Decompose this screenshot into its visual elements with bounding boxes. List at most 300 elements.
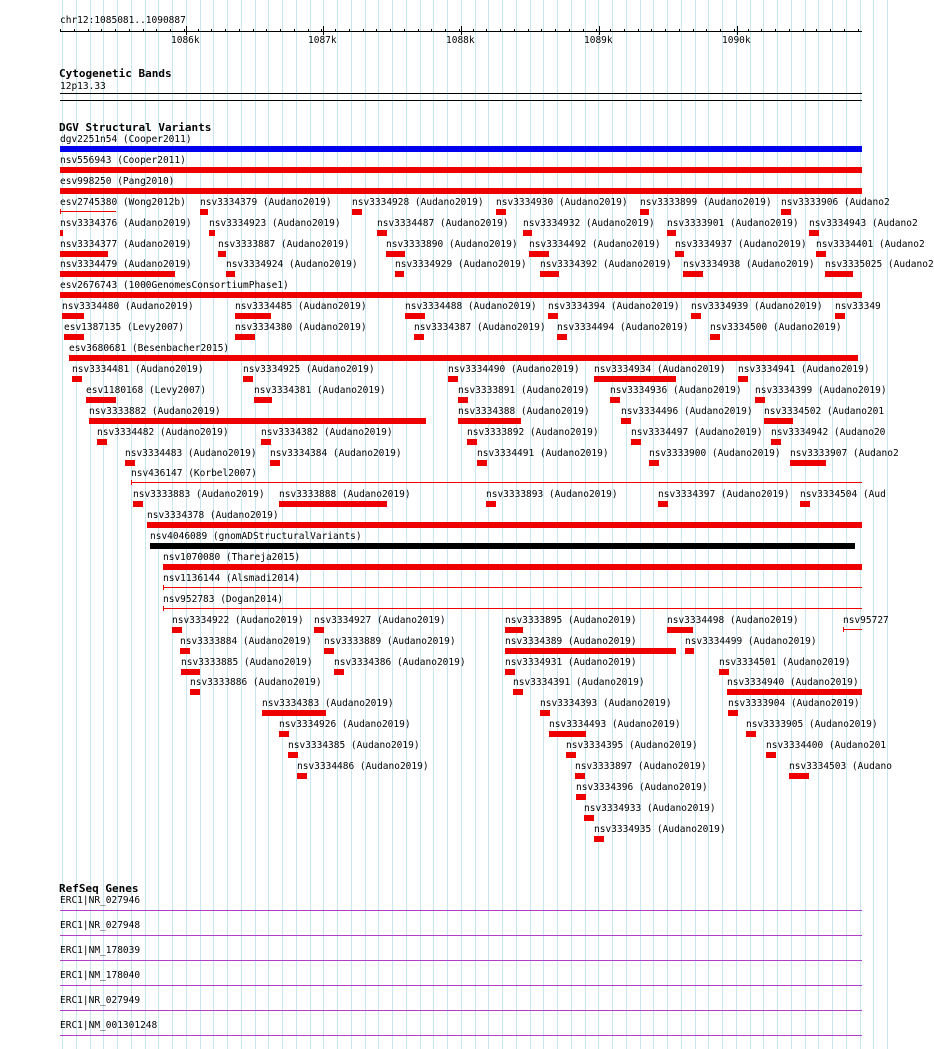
ruler-minor-tick bbox=[720, 29, 721, 32]
ruler-minor-tick bbox=[431, 29, 432, 32]
gene-label: ERC1|NR_027948 bbox=[60, 920, 141, 931]
variant-label: nsv1070080 (Thareja2015) bbox=[163, 552, 301, 563]
variant-label: nsv3334492 (Audano2019) bbox=[529, 239, 661, 250]
variant-label: nsv3334491 (Audano2019) bbox=[477, 448, 609, 459]
variant-label: nsv3334496 (Audano2019) bbox=[621, 406, 753, 417]
variant-bar bbox=[414, 334, 424, 340]
gene-line bbox=[60, 985, 862, 986]
variant-label: nsv3334938 (Audano2019) bbox=[683, 259, 815, 270]
variant-label: nsv3334933 (Audano2019) bbox=[584, 803, 716, 814]
ruler-minor-tick bbox=[143, 29, 144, 32]
variant-label: nsv3334392 (Audano2019) bbox=[540, 259, 672, 270]
variant-label: esv1180168 (Levy2007) bbox=[86, 385, 207, 396]
variant-label: nsv3334488 (Audano2019) bbox=[405, 301, 537, 312]
variant-bar bbox=[557, 334, 567, 340]
variant-bar bbox=[86, 397, 116, 403]
ruler-minor-tick bbox=[239, 29, 240, 32]
variant-bar bbox=[64, 334, 84, 340]
ruler-minor-tick bbox=[624, 29, 625, 32]
variant-bar bbox=[262, 710, 326, 716]
variant-label: nsv3334934 (Audano2019) bbox=[594, 364, 726, 375]
variant-label: nsv3334922 (Audano2019) bbox=[172, 615, 304, 626]
ruler-major-tick bbox=[461, 26, 462, 35]
variant-label: nsv3334387 (Audano2019) bbox=[414, 322, 546, 333]
ruler-minor-tick bbox=[349, 29, 350, 32]
ruler-minor-tick bbox=[748, 29, 749, 32]
variant-bar bbox=[825, 271, 853, 277]
variant-bar bbox=[60, 211, 116, 212]
variant-bar bbox=[843, 629, 862, 630]
ruler-tick-label: 1090k bbox=[722, 35, 751, 46]
ruler-minor-tick bbox=[418, 29, 419, 32]
ruler-minor-tick bbox=[74, 29, 75, 32]
variant-label: nsv3333883 (Audano2019) bbox=[133, 489, 265, 500]
variant-label: nsv3334499 (Audano2019) bbox=[685, 636, 817, 647]
variant-bar bbox=[254, 397, 272, 403]
variant-bar bbox=[477, 460, 487, 466]
variant-label: nsv3334493 (Audano2019) bbox=[549, 719, 681, 730]
variant-bar bbox=[235, 313, 271, 319]
variant-bar bbox=[658, 501, 668, 507]
variant-bar bbox=[764, 418, 793, 424]
ruler-minor-tick bbox=[486, 29, 487, 32]
ruler-region-label: chr12:1085081..1090887 bbox=[60, 15, 186, 26]
variant-label: nsv3333888 (Audano2019) bbox=[279, 489, 411, 500]
variant-bar bbox=[131, 482, 862, 483]
ruler-tick-label: 1089k bbox=[584, 35, 613, 46]
variant-bar bbox=[226, 271, 235, 277]
variant-label: nsv3334383 (Audano2019) bbox=[262, 698, 394, 709]
ruler-minor-tick bbox=[459, 29, 460, 32]
variant-label: nsv3333904 (Audano2019) bbox=[728, 698, 860, 709]
variant-label: nsv3334930 (Audano2019) bbox=[496, 197, 628, 208]
cytoband-line-top bbox=[60, 93, 862, 94]
variant-bar bbox=[69, 355, 858, 361]
variant-bar bbox=[352, 209, 362, 215]
ruler-minor-tick bbox=[665, 29, 666, 32]
variant-bar bbox=[448, 376, 458, 382]
variant-label: esv1387135 (Levy2007) bbox=[64, 322, 185, 333]
variant-label: nsv3334389 (Audano2019) bbox=[505, 636, 637, 647]
ruler-minor-tick bbox=[363, 29, 364, 32]
gene-label: ERC1|NM_178039 bbox=[60, 945, 141, 956]
variant-bar bbox=[324, 648, 334, 654]
ruler-minor-tick bbox=[156, 29, 157, 32]
variant-label: nsv3333887 (Audano2019) bbox=[218, 239, 350, 250]
variant-label: nsv952783 (Dogan2014) bbox=[163, 594, 284, 605]
variant-cap bbox=[163, 606, 164, 611]
variant-bar bbox=[566, 752, 576, 758]
ruler-minor-tick bbox=[679, 29, 680, 32]
variant-label: nsv3334925 (Audano2019) bbox=[243, 364, 375, 375]
variant-bar bbox=[163, 608, 862, 609]
gridline bbox=[873, 0, 874, 1049]
variant-label: nsv3334400 (Audano201 bbox=[766, 740, 887, 751]
variant-bar bbox=[467, 439, 477, 445]
variant-bar bbox=[710, 334, 720, 340]
variant-bar bbox=[486, 501, 496, 507]
ruler-major-tick bbox=[737, 26, 738, 35]
variant-bar bbox=[314, 627, 324, 633]
ruler-major-tick bbox=[599, 26, 600, 35]
variant-label: esv3680681 (Besenbacher2015) bbox=[69, 343, 230, 354]
variant-label: nsv3333900 (Audano2019) bbox=[649, 448, 781, 459]
variant-bar bbox=[243, 376, 253, 382]
ruler-minor-tick bbox=[555, 29, 556, 32]
ruler-tick-label: 1087k bbox=[308, 35, 337, 46]
variant-bar bbox=[809, 230, 819, 236]
variant-label: nsv3334399 (Audano2019) bbox=[755, 385, 887, 396]
dgv-track-title: DGV Structural Variants bbox=[59, 121, 212, 134]
ruler-minor-tick bbox=[115, 29, 116, 32]
variant-label: nsv3334932 (Audano2019) bbox=[523, 218, 655, 229]
variant-bar bbox=[789, 773, 809, 779]
variant-label: nsv3333897 (Audano2019) bbox=[575, 761, 707, 772]
variant-label: nsv556943 (Cooper2011) bbox=[60, 155, 186, 166]
variant-label: nsv95727 bbox=[843, 615, 889, 626]
variant-bar bbox=[771, 439, 781, 445]
ruler-minor-tick bbox=[500, 29, 501, 32]
variant-bar bbox=[496, 209, 506, 215]
ruler-minor-tick bbox=[610, 29, 611, 32]
ruler-minor-tick bbox=[830, 29, 831, 32]
variant-bar bbox=[738, 376, 748, 382]
variant-bar bbox=[458, 397, 468, 403]
variant-bar bbox=[728, 710, 738, 716]
variant-bar bbox=[60, 167, 862, 173]
ruler-minor-tick bbox=[638, 29, 639, 32]
variant-label: nsv3334501 (Audano2019) bbox=[719, 657, 851, 668]
variant-bar bbox=[200, 209, 208, 215]
variant-bar bbox=[746, 731, 756, 737]
variant-label: nsv3333895 (Audano2019) bbox=[505, 615, 637, 626]
variant-label: nsv3334935 (Audano2019) bbox=[594, 824, 726, 835]
variant-bar bbox=[727, 689, 862, 695]
variant-bar bbox=[270, 460, 280, 466]
variant-cap bbox=[60, 209, 61, 214]
gene-label: ERC1|NM_001301248 bbox=[60, 1020, 158, 1031]
variant-bar bbox=[576, 794, 586, 800]
variant-bar bbox=[594, 376, 676, 382]
variant-label: nsv3333891 (Audano2019) bbox=[458, 385, 590, 396]
ruler-minor-tick bbox=[693, 29, 694, 32]
variant-label: nsv3334487 (Audano2019) bbox=[377, 218, 509, 229]
ruler-minor-tick bbox=[308, 29, 309, 32]
variant-bar bbox=[691, 313, 701, 319]
variant-label: nsv3334928 (Audano2019) bbox=[352, 197, 484, 208]
variant-label: nsv3333885 (Audano2019) bbox=[181, 657, 313, 668]
gene-label: ERC1|NR_027949 bbox=[60, 995, 141, 1006]
variant-label: nsv3334481 (Audano2019) bbox=[72, 364, 204, 375]
variant-label: nsv3333892 (Audano2019) bbox=[467, 427, 599, 438]
ruler-minor-tick bbox=[734, 29, 735, 32]
variant-label: nsv3334502 (Audano201 bbox=[764, 406, 885, 417]
variant-label: nsv3334504 (Aud bbox=[800, 489, 886, 500]
variant-label: nsv3334927 (Audano2019) bbox=[314, 615, 446, 626]
variant-label: nsv3334924 (Audano2019) bbox=[226, 259, 358, 270]
variant-label: nsv3334926 (Audano2019) bbox=[279, 719, 411, 730]
variant-bar bbox=[60, 188, 862, 194]
variant-label: nsv3333907 (Audano2 bbox=[790, 448, 899, 459]
gene-line bbox=[60, 960, 862, 961]
variant-cap bbox=[163, 585, 164, 590]
ruler-minor-tick bbox=[129, 29, 130, 32]
ruler-minor-tick bbox=[583, 29, 584, 32]
ruler-minor-tick bbox=[335, 29, 336, 32]
variant-label: nsv3335025 (Audano2 bbox=[825, 259, 934, 270]
variant-label: nsv3334479 (Audano2019) bbox=[60, 259, 192, 270]
ruler-minor-tick bbox=[803, 29, 804, 32]
ruler-minor-tick bbox=[253, 29, 254, 32]
variant-bar bbox=[334, 669, 344, 675]
ruler-minor-tick bbox=[844, 29, 845, 32]
variant-bar bbox=[548, 313, 558, 319]
variant-bar bbox=[60, 251, 108, 257]
variant-label: nsv3334943 (Audano2 bbox=[809, 218, 918, 229]
gene-line bbox=[60, 910, 862, 911]
variant-label: nsv3333890 (Audano2019) bbox=[386, 239, 518, 250]
variant-label: nsv3334381 (Audano2019) bbox=[254, 385, 386, 396]
ruler-minor-tick bbox=[170, 29, 171, 32]
variant-bar bbox=[505, 669, 515, 675]
gene-line bbox=[60, 1035, 862, 1036]
variant-bar bbox=[640, 209, 649, 215]
ruler-minor-tick bbox=[101, 29, 102, 32]
variant-label: nsv3334388 (Audano2019) bbox=[458, 406, 590, 417]
variant-bar bbox=[147, 522, 862, 528]
ruler-minor-tick bbox=[541, 29, 542, 32]
ruler-minor-tick bbox=[706, 29, 707, 32]
variant-label: nsv3334497 (Audano2019) bbox=[631, 427, 763, 438]
variant-cap bbox=[843, 627, 844, 632]
variant-label: nsv1136144 (Alsmadi2014) bbox=[163, 573, 301, 584]
variant-bar bbox=[540, 271, 559, 277]
variant-bar bbox=[377, 230, 387, 236]
ruler-major-tick bbox=[323, 26, 324, 35]
variant-label: nsv3334401 (Audano2 bbox=[816, 239, 925, 250]
variant-bar bbox=[719, 669, 729, 675]
variant-label: nsv3334380 (Audano2019) bbox=[235, 322, 367, 333]
gene-label: ERC1|NM_178040 bbox=[60, 970, 141, 981]
ruler-minor-tick bbox=[60, 29, 61, 32]
variant-label: nsv3333882 (Audano2019) bbox=[89, 406, 221, 417]
variant-label: nsv3334377 (Audano2019) bbox=[60, 239, 192, 250]
variant-cap bbox=[131, 480, 132, 485]
variant-bar bbox=[800, 501, 810, 507]
variant-bar bbox=[505, 648, 676, 654]
variant-label: nsv3334482 (Audano2019) bbox=[97, 427, 229, 438]
variant-label: nsv436147 (Korbel2007) bbox=[131, 468, 257, 479]
ruler-minor-tick bbox=[514, 29, 515, 32]
variant-bar bbox=[60, 146, 862, 152]
variant-bar bbox=[458, 418, 521, 424]
variant-bar bbox=[549, 731, 586, 737]
ruler-minor-tick bbox=[390, 29, 391, 32]
variant-bar bbox=[649, 460, 659, 466]
variant-label: nsv3334486 (Audano2019) bbox=[297, 761, 429, 772]
gridline bbox=[887, 0, 888, 1049]
ruler-minor-tick bbox=[775, 29, 776, 32]
variant-bar bbox=[190, 689, 200, 695]
variant-label: nsv33349 bbox=[835, 301, 881, 312]
variant-label: nsv3334485 (Audano2019) bbox=[235, 301, 367, 312]
variant-bar bbox=[523, 230, 532, 236]
variant-bar bbox=[261, 439, 271, 445]
variant-label: nsv3334396 (Audano2019) bbox=[576, 782, 708, 793]
variant-label: esv998250 (Pang2010) bbox=[60, 176, 175, 187]
variant-label: nsv3334936 (Audano2019) bbox=[610, 385, 742, 396]
variant-bar bbox=[180, 648, 190, 654]
variant-bar bbox=[181, 669, 200, 675]
variant-label: nsv3334385 (Audano2019) bbox=[288, 740, 420, 751]
variant-label: nsv3334939 (Audano2019) bbox=[691, 301, 823, 312]
variant-bar bbox=[790, 460, 826, 466]
variant-label: nsv3334378 (Audano2019) bbox=[147, 510, 279, 521]
ruler-minor-tick bbox=[596, 29, 597, 32]
variant-label: nsv3334394 (Audano2019) bbox=[548, 301, 680, 312]
variant-bar bbox=[235, 334, 255, 340]
ruler-minor-tick bbox=[280, 29, 281, 32]
ruler-minor-tick bbox=[376, 29, 377, 32]
variant-bar bbox=[835, 313, 845, 319]
variant-bar bbox=[125, 460, 135, 466]
variant-bar bbox=[288, 752, 298, 758]
variant-bar bbox=[513, 689, 523, 695]
variant-bar bbox=[62, 313, 84, 319]
variant-bar bbox=[816, 251, 826, 257]
variant-label: nsv3334376 (Audano2019) bbox=[60, 218, 192, 229]
variant-bar bbox=[540, 710, 550, 716]
ruler-minor-tick bbox=[225, 29, 226, 32]
variant-label: nsv3334384 (Audano2019) bbox=[270, 448, 402, 459]
variant-label: nsv3334391 (Audano2019) bbox=[513, 677, 645, 688]
gene-line bbox=[60, 1010, 862, 1011]
variant-label: nsv3334494 (Audano2019) bbox=[557, 322, 689, 333]
variant-label: nsv3334500 (Audano2019) bbox=[710, 322, 842, 333]
variant-bar bbox=[218, 251, 226, 257]
variant-bar bbox=[575, 773, 585, 779]
variant-bar bbox=[529, 251, 549, 257]
variant-label: nsv3334382 (Audano2019) bbox=[261, 427, 393, 438]
ruler-minor-tick bbox=[569, 29, 570, 32]
variant-bar bbox=[89, 418, 426, 424]
variant-label: dgv2251n54 (Cooper2011) bbox=[60, 134, 192, 145]
variant-bar bbox=[209, 230, 215, 236]
variant-label: nsv3333906 (Audano2 bbox=[781, 197, 890, 208]
ruler-minor-tick bbox=[266, 29, 267, 32]
variant-label: nsv3334379 (Audano2019) bbox=[200, 197, 332, 208]
variant-label: nsv3334940 (Audano2019) bbox=[727, 677, 859, 688]
ruler-minor-tick bbox=[528, 29, 529, 32]
variant-bar bbox=[505, 627, 523, 633]
ruler-minor-tick bbox=[198, 29, 199, 32]
variant-label: esv2676743 (1000GenomesConsortiumPhase1) bbox=[60, 280, 289, 291]
variant-bar bbox=[60, 230, 63, 236]
variant-label: nsv3333905 (Audano2019) bbox=[746, 719, 878, 730]
variant-bar bbox=[60, 292, 862, 298]
variant-bar bbox=[685, 648, 694, 654]
variant-bar bbox=[163, 587, 862, 588]
gene-line bbox=[60, 935, 862, 936]
ruler-minor-tick bbox=[651, 29, 652, 32]
variant-bar bbox=[72, 376, 82, 382]
variant-bar bbox=[60, 271, 175, 277]
ruler-minor-tick bbox=[761, 29, 762, 32]
variant-label: nsv3334490 (Audano2019) bbox=[448, 364, 580, 375]
variant-bar bbox=[395, 271, 404, 277]
ruler-tick-label: 1088k bbox=[446, 35, 475, 46]
ruler-minor-tick bbox=[789, 29, 790, 32]
variant-label: nsv3333889 (Audano2019) bbox=[324, 636, 456, 647]
ruler-tick-label: 1086k bbox=[171, 35, 200, 46]
variant-bar bbox=[133, 501, 143, 507]
variant-label: nsv3333899 (Audano2019) bbox=[640, 197, 772, 208]
variant-label: nsv3333886 (Audano2019) bbox=[190, 677, 322, 688]
variant-bar bbox=[683, 271, 703, 277]
variant-bar bbox=[172, 627, 182, 633]
variant-bar bbox=[766, 752, 776, 758]
ruler-minor-tick bbox=[294, 29, 295, 32]
cytoband-label: 12p13.33 bbox=[60, 81, 106, 92]
variant-bar bbox=[297, 773, 307, 779]
variant-label: nsv3334483 (Audano2019) bbox=[125, 448, 257, 459]
variant-label: nsv3334942 (Audano20 bbox=[771, 427, 886, 438]
cytoband-line-bottom bbox=[60, 100, 862, 101]
ruler-minor-tick bbox=[404, 29, 405, 32]
variant-label: nsv3334395 (Audano2019) bbox=[566, 740, 698, 751]
variant-bar bbox=[97, 439, 107, 445]
variant-label: nsv3334386 (Audano2019) bbox=[334, 657, 466, 668]
variant-bar bbox=[631, 439, 641, 445]
variant-label: nsv3334937 (Audano2019) bbox=[675, 239, 807, 250]
variant-bar bbox=[781, 209, 791, 215]
variant-bar bbox=[279, 501, 387, 507]
ruler-minor-tick bbox=[858, 29, 859, 32]
variant-label: nsv3334397 (Audano2019) bbox=[658, 489, 790, 500]
refseq-track-title: RefSeq Genes bbox=[59, 882, 139, 895]
variant-label: nsv3334503 (Audano bbox=[789, 761, 892, 772]
variant-label: nsv3334929 (Audano2019) bbox=[395, 259, 527, 270]
variant-bar bbox=[667, 230, 676, 236]
variant-bar bbox=[610, 397, 620, 403]
ruler-minor-tick bbox=[445, 29, 446, 32]
variant-bar bbox=[621, 418, 631, 424]
variant-bar bbox=[667, 627, 693, 633]
ruler-minor-tick bbox=[473, 29, 474, 32]
cytoband-track-title: Cytogenetic Bands bbox=[59, 67, 172, 80]
variant-label: nsv3334393 (Audano2019) bbox=[540, 698, 672, 709]
variant-label: nsv3333884 (Audano2019) bbox=[180, 636, 312, 647]
variant-bar bbox=[755, 397, 765, 403]
variant-bar bbox=[594, 836, 604, 842]
variant-label: nsv3334498 (Audano2019) bbox=[667, 615, 799, 626]
variant-label: esv2745380 (Wong2012b) bbox=[60, 197, 186, 208]
variant-bar bbox=[405, 313, 425, 319]
variant-label: nsv4046089 (gnomADStructuralVariants) bbox=[150, 531, 362, 542]
variant-label: nsv3334480 (Audano2019) bbox=[62, 301, 194, 312]
variant-label: nsv3333893 (Audano2019) bbox=[486, 489, 618, 500]
gene-label: ERC1|NR_027946 bbox=[60, 895, 141, 906]
variant-label: nsv3334931 (Audano2019) bbox=[505, 657, 637, 668]
ruler-minor-tick bbox=[211, 29, 212, 32]
ruler-major-tick bbox=[186, 26, 187, 35]
variant-bar bbox=[675, 251, 684, 257]
ruler-minor-tick bbox=[321, 29, 322, 32]
variant-label: nsv3334941 (Audano2019) bbox=[738, 364, 870, 375]
ruler-minor-tick bbox=[184, 29, 185, 32]
variant-bar bbox=[386, 251, 405, 257]
variant-label: nsv3334923 (Audano2019) bbox=[209, 218, 341, 229]
